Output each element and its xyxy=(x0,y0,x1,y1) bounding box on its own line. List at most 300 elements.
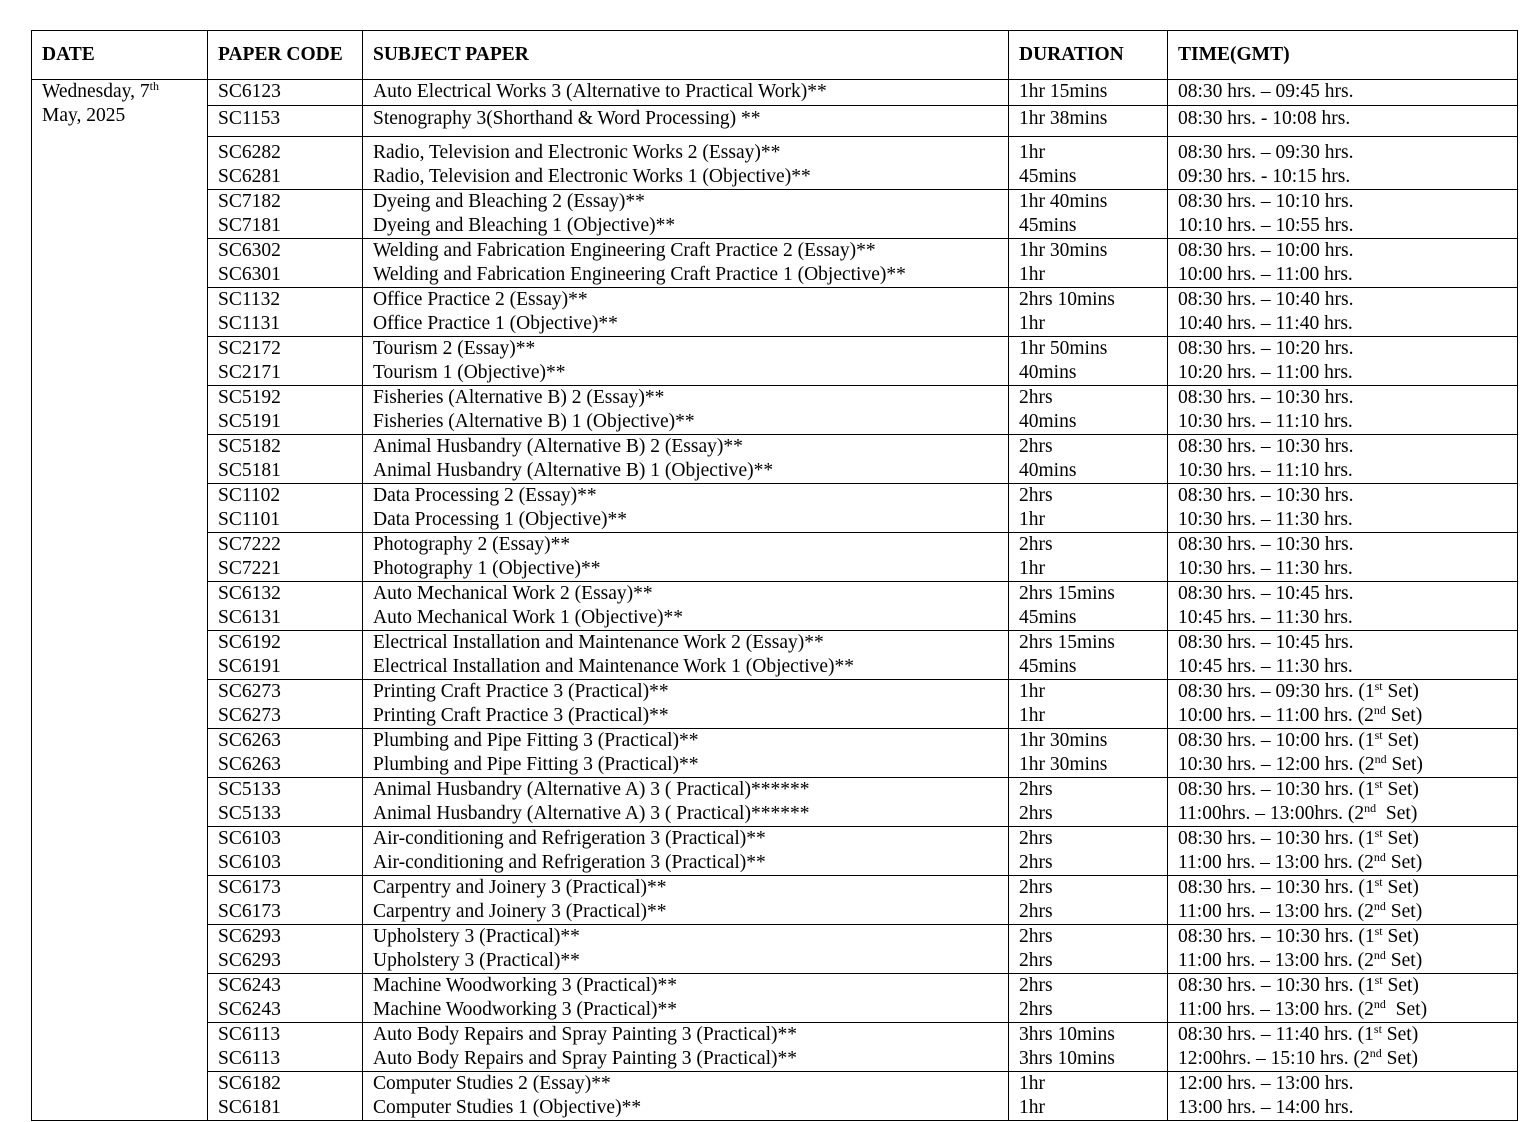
subject-paper-cell xyxy=(363,974,1009,1023)
paper-code: SC6293 xyxy=(218,950,281,971)
time-slot xyxy=(1178,337,1517,361)
table-row xyxy=(32,239,1518,288)
set-ordinal-suffix: nd xyxy=(1373,850,1386,864)
duration-cell xyxy=(1009,729,1168,778)
time-range: 12:00 hrs. – 13:00 hrs. xyxy=(1178,1073,1354,1094)
time-slot xyxy=(1178,704,1517,728)
subject-paper-cell xyxy=(363,190,1009,239)
subject-paper: Computer Studies 1 (Objective)** xyxy=(373,1097,642,1118)
time-cell xyxy=(1168,1023,1518,1072)
table-row xyxy=(32,106,1518,137)
duration: 2hrs xyxy=(1019,999,1053,1020)
time-range: 10:20 hrs. – 11:00 hrs. xyxy=(1178,362,1353,383)
time-slot xyxy=(1178,533,1517,557)
table-row xyxy=(32,1023,1518,1072)
set-ordinal-suffix: st xyxy=(1374,777,1383,791)
subject-paper: Welding and Fabrication Engineering Craft Practice 2 (Essay)** xyxy=(373,240,876,261)
paper-code-cell xyxy=(208,106,363,137)
duration: 1hr xyxy=(1019,142,1045,163)
time-slot xyxy=(1178,214,1517,238)
paper-code-cell xyxy=(208,631,363,680)
paper-code: SC6302 xyxy=(218,240,281,261)
time-slot xyxy=(1178,410,1517,434)
paper-code-cell xyxy=(208,239,363,288)
subject-paper-cell xyxy=(363,680,1009,729)
table-row xyxy=(32,925,1518,974)
time-range: 08:30 hrs. – 10:30 hrs. (1 xyxy=(1178,779,1375,800)
time-slot xyxy=(1178,974,1517,998)
paper-code: SC7181 xyxy=(218,215,281,236)
paper-code: SC1131 xyxy=(218,313,281,334)
set-ordinal-suffix: nd xyxy=(1373,948,1386,962)
table-row xyxy=(32,137,1518,190)
set-label: Set) xyxy=(1385,705,1423,726)
paper-code: SC1101 xyxy=(218,509,281,530)
paper-code-cell xyxy=(208,876,363,925)
set-label: Set) xyxy=(1385,999,1428,1020)
time-cell xyxy=(1168,827,1518,876)
paper-code: SC6113 xyxy=(218,1048,281,1069)
subject-paper-cell xyxy=(363,729,1009,778)
time-range: 11:00 hrs. – 13:00 hrs. (2 xyxy=(1178,901,1374,922)
time-slot xyxy=(1178,1047,1517,1071)
paper-code-cell xyxy=(208,680,363,729)
header-row xyxy=(32,31,1518,80)
header-paper-code: PAPER CODE xyxy=(208,31,363,80)
time-slot xyxy=(1178,107,1517,131)
table-row xyxy=(32,386,1518,435)
table-row xyxy=(32,435,1518,484)
duration: 1hr 38mins xyxy=(1019,108,1108,129)
time-slot xyxy=(1178,435,1517,459)
table-row xyxy=(32,337,1518,386)
time-slot xyxy=(1178,778,1517,802)
time-range: 08:30 hrs. – 09:30 hrs. (1 xyxy=(1178,681,1375,702)
subject-paper: Tourism 1 (Objective)** xyxy=(373,362,566,383)
table-row xyxy=(32,729,1518,778)
subject-paper-cell xyxy=(363,925,1009,974)
exam-timetable xyxy=(31,30,1518,1121)
time-slot xyxy=(1178,827,1517,851)
time-cell xyxy=(1168,239,1518,288)
subject-paper-cell xyxy=(363,288,1009,337)
time-slot xyxy=(1178,631,1517,655)
table-row xyxy=(32,827,1518,876)
duration: 2hrs xyxy=(1019,828,1053,849)
paper-code: SC5133 xyxy=(218,803,281,824)
table-row xyxy=(32,288,1518,337)
subject-paper: Photography 2 (Essay)** xyxy=(373,534,571,555)
set-ordinal-suffix: nd xyxy=(1369,1046,1382,1060)
paper-code-cell xyxy=(208,1072,363,1121)
table-row xyxy=(32,582,1518,631)
paper-code-cell xyxy=(208,288,363,337)
time-cell xyxy=(1168,925,1518,974)
time-slot xyxy=(1178,949,1517,973)
set-label: Set) xyxy=(1382,681,1419,702)
duration: 2hrs xyxy=(1019,779,1053,800)
time-slot xyxy=(1178,165,1517,189)
time-slot xyxy=(1178,557,1517,581)
set-ordinal-suffix: st xyxy=(1374,973,1383,987)
paper-code: SC1102 xyxy=(218,485,281,506)
duration: 2hrs 15mins xyxy=(1019,632,1115,653)
duration: 1hr xyxy=(1019,1073,1045,1094)
time-cell xyxy=(1168,729,1518,778)
paper-code: SC5192 xyxy=(218,387,281,408)
paper-code: SC6191 xyxy=(218,656,281,677)
duration-cell xyxy=(1009,137,1168,190)
set-ordinal-suffix: nd xyxy=(1373,899,1386,913)
header-time: TIME(GMT) xyxy=(1168,31,1518,80)
time-range: 08:30 hrs. – 10:00 hrs. xyxy=(1178,240,1354,261)
time-range: 09:30 hrs. - 10:15 hrs. xyxy=(1178,166,1351,187)
duration-cell xyxy=(1009,925,1168,974)
paper-code: SC6301 xyxy=(218,264,281,285)
time-slot xyxy=(1178,851,1517,875)
time-slot xyxy=(1178,925,1517,949)
date-day: Wednesday, 7 xyxy=(42,81,150,102)
time-range: 08:30 hrs. – 10:45 hrs. xyxy=(1178,583,1354,604)
paper-code-cell xyxy=(208,80,363,106)
paper-code: SC7221 xyxy=(218,558,281,579)
subject-paper: Welding and Fabrication Engineering Craft Practice 1 (Objective)** xyxy=(373,264,906,285)
time-range: 08:30 hrs. – 11:40 hrs. (1 xyxy=(1178,1024,1374,1045)
time-range: 11:00hrs. – 13:00hrs. (2 xyxy=(1178,803,1365,824)
subject-paper: Machine Woodworking 3 (Practical)** xyxy=(373,999,678,1020)
time-slot xyxy=(1178,753,1517,777)
duration: 3hrs 10mins xyxy=(1019,1048,1115,1069)
paper-code: SC6123 xyxy=(218,81,281,102)
subject-paper: Animal Husbandry (Alternative B) 2 (Essay)** xyxy=(373,436,743,457)
subject-paper: Auto Electrical Works 3 (Alternative to Practical Work)** xyxy=(373,81,827,102)
duration: 45mins xyxy=(1019,607,1077,628)
time-range: 11:00 hrs. – 13:00 hrs. (2 xyxy=(1178,852,1374,873)
paper-code: SC6132 xyxy=(218,583,281,604)
subject-paper-cell xyxy=(363,137,1009,190)
subject-paper-cell xyxy=(363,435,1009,484)
time-range: 11:00 hrs. – 13:00 hrs. (2 xyxy=(1178,999,1374,1020)
paper-code: SC7182 xyxy=(218,191,281,212)
time-range: 08:30 hrs. – 10:45 hrs. xyxy=(1178,632,1354,653)
subject-paper: Dyeing and Bleaching 2 (Essay)** xyxy=(373,191,645,212)
time-range: 08:30 hrs. – 10:10 hrs. xyxy=(1178,191,1354,212)
table-row xyxy=(32,80,1518,106)
time-slot xyxy=(1178,361,1517,385)
time-range: 08:30 hrs. – 10:30 hrs. (1 xyxy=(1178,975,1375,996)
time-range: 08:30 hrs. – 10:30 hrs. (1 xyxy=(1178,926,1375,947)
set-label: Set) xyxy=(1386,754,1423,775)
time-cell xyxy=(1168,631,1518,680)
time-slot xyxy=(1178,312,1517,336)
duration: 1hr 50mins xyxy=(1019,338,1108,359)
subject-paper: Plumbing and Pipe Fitting 3 (Practical)** xyxy=(373,754,699,775)
set-ordinal-suffix: nd xyxy=(1373,997,1386,1011)
table-row xyxy=(32,974,1518,1023)
table-row xyxy=(32,533,1518,582)
duration: 2hrs xyxy=(1019,852,1053,873)
paper-code: SC5182 xyxy=(218,436,281,457)
subject-paper: Office Practice 2 (Essay)** xyxy=(373,289,588,310)
subject-paper-cell xyxy=(363,386,1009,435)
duration: 2hrs xyxy=(1019,534,1053,555)
paper-code: SC6103 xyxy=(218,852,281,873)
subject-paper-cell xyxy=(363,337,1009,386)
subject-paper-cell xyxy=(363,1072,1009,1121)
time-slot xyxy=(1178,386,1517,410)
duration: 3hrs 10mins xyxy=(1019,1024,1115,1045)
duration: 2hrs xyxy=(1019,877,1053,898)
duration: 2hrs xyxy=(1019,485,1053,506)
duration-cell xyxy=(1009,680,1168,729)
time-range: 08:30 hrs. – 09:45 hrs. xyxy=(1178,81,1354,102)
time-range: 10:40 hrs. – 11:40 hrs. xyxy=(1178,313,1353,334)
subject-paper-cell xyxy=(363,106,1009,137)
duration: 1hr xyxy=(1019,558,1045,579)
paper-code-cell xyxy=(208,484,363,533)
paper-code-cell xyxy=(208,582,363,631)
date-day-suffix: th xyxy=(149,79,159,93)
time-cell xyxy=(1168,190,1518,239)
duration: 1hr xyxy=(1019,264,1045,285)
time-slot xyxy=(1178,239,1517,263)
time-cell xyxy=(1168,288,1518,337)
duration: 2hrs 10mins xyxy=(1019,289,1115,310)
paper-code: SC6173 xyxy=(218,877,281,898)
time-slot xyxy=(1178,141,1517,165)
set-ordinal-suffix: st xyxy=(1373,1022,1382,1036)
paper-code-cell xyxy=(208,337,363,386)
time-range: 10:45 hrs. – 11:30 hrs. xyxy=(1178,607,1353,628)
paper-code: SC6273 xyxy=(218,705,281,726)
subject-paper: Tourism 2 (Essay)** xyxy=(373,338,536,359)
paper-code-cell xyxy=(208,533,363,582)
paper-code: SC2171 xyxy=(218,362,281,383)
paper-code: SC6103 xyxy=(218,828,281,849)
time-cell xyxy=(1168,137,1518,190)
paper-code: SC6192 xyxy=(218,632,281,653)
time-cell xyxy=(1168,106,1518,137)
duration: 2hrs xyxy=(1019,803,1053,824)
duration: 40mins xyxy=(1019,460,1077,481)
time-cell xyxy=(1168,337,1518,386)
time-range: 08:30 hrs. – 10:30 hrs. xyxy=(1178,436,1354,457)
duration-cell xyxy=(1009,778,1168,827)
duration: 1hr xyxy=(1019,681,1045,702)
subject-paper: Animal Husbandry (Alternative B) 1 (Objective)** xyxy=(373,460,774,481)
time-range: 10:30 hrs. – 12:00 hrs. (2 xyxy=(1178,754,1375,775)
time-slot xyxy=(1178,1023,1517,1047)
subject-paper-cell xyxy=(363,778,1009,827)
duration-cell xyxy=(1009,484,1168,533)
paper-code: SC6293 xyxy=(218,926,281,947)
duration-cell xyxy=(1009,827,1168,876)
subject-paper: Auto Mechanical Work 1 (Objective)** xyxy=(373,607,683,628)
subject-paper-cell xyxy=(363,80,1009,106)
header-subject-paper: SUBJECT PAPER xyxy=(363,31,1009,80)
paper-code-cell xyxy=(208,386,363,435)
time-cell xyxy=(1168,974,1518,1023)
duration: 1hr xyxy=(1019,1097,1045,1118)
set-ordinal-suffix: st xyxy=(1374,875,1383,889)
time-slot xyxy=(1178,606,1517,630)
table-row xyxy=(32,190,1518,239)
time-range: 08:30 hrs. – 10:30 hrs. xyxy=(1178,485,1354,506)
time-range: 10:30 hrs. – 11:10 hrs. xyxy=(1178,460,1353,481)
time-cell xyxy=(1168,484,1518,533)
header-date: DATE xyxy=(32,31,208,80)
subject-paper: Animal Husbandry (Alternative A) 3 ( Practical)****** xyxy=(373,779,810,800)
subject-paper-cell xyxy=(363,631,1009,680)
set-label: Set) xyxy=(1381,1048,1419,1069)
paper-code-cell xyxy=(208,778,363,827)
time-range: 10:45 hrs. – 11:30 hrs. xyxy=(1178,656,1353,677)
paper-code-cell xyxy=(208,1023,363,1072)
set-label: Set) xyxy=(1385,950,1423,971)
time-slot xyxy=(1178,484,1517,508)
subject-paper: Auto Body Repairs and Spray Painting 3 (Practical)** xyxy=(373,1048,798,1069)
duration: 40mins xyxy=(1019,411,1077,432)
set-label: Set) xyxy=(1376,803,1418,824)
duration: 1hr 15mins xyxy=(1019,81,1108,102)
paper-code: SC6273 xyxy=(218,681,281,702)
duration: 45mins xyxy=(1019,656,1077,677)
table-row xyxy=(32,876,1518,925)
duration-cell xyxy=(1009,974,1168,1023)
duration-cell xyxy=(1009,106,1168,137)
paper-code: SC6282 xyxy=(218,142,281,163)
paper-code: SC1153 xyxy=(218,108,281,129)
paper-code: SC5181 xyxy=(218,460,281,481)
paper-code-cell xyxy=(208,435,363,484)
paper-code: SC5133 xyxy=(218,779,281,800)
set-label: Set) xyxy=(1385,852,1423,873)
subject-paper: Printing Craft Practice 3 (Practical)** xyxy=(373,681,669,702)
duration: 1hr 40mins xyxy=(1019,191,1108,212)
time-slot xyxy=(1178,900,1517,924)
paper-code-cell xyxy=(208,729,363,778)
subject-paper: Air-conditioning and Refrigeration 3 (Practical)** xyxy=(373,828,766,849)
set-ordinal-suffix: nd xyxy=(1374,752,1387,766)
subject-paper: Photography 1 (Objective)** xyxy=(373,558,601,579)
subject-paper-cell xyxy=(363,876,1009,925)
set-label: Set) xyxy=(1382,779,1419,800)
duration: 1hr 30mins xyxy=(1019,730,1108,751)
subject-paper: Electrical Installation and Maintenance Work 2 (Essay)** xyxy=(373,632,824,653)
duration-cell xyxy=(1009,80,1168,106)
subject-paper: Auto Mechanical Work 2 (Essay)** xyxy=(373,583,653,604)
set-ordinal-suffix: nd xyxy=(1373,703,1386,717)
time-cell xyxy=(1168,533,1518,582)
time-range: 10:00 hrs. – 11:00 hrs. (2 xyxy=(1178,705,1374,726)
subject-paper: Stenography 3(Shorthand & Word Processing) ** xyxy=(373,108,761,129)
time-cell xyxy=(1168,386,1518,435)
time-slot xyxy=(1178,190,1517,214)
duration: 1hr 30mins xyxy=(1019,240,1108,261)
duration: 2hrs xyxy=(1019,950,1053,971)
paper-code: SC6243 xyxy=(218,999,281,1020)
date-cell xyxy=(32,80,208,1121)
time-range: 11:00 hrs. – 13:00 hrs. (2 xyxy=(1178,950,1374,971)
paper-code: SC6181 xyxy=(218,1097,281,1118)
table-row xyxy=(32,778,1518,827)
duration-cell xyxy=(1009,1023,1168,1072)
duration: 45mins xyxy=(1019,166,1077,187)
time-cell xyxy=(1168,80,1518,106)
subject-paper: Fisheries (Alternative B) 2 (Essay)** xyxy=(373,387,665,408)
timetable-body xyxy=(32,80,1518,1121)
duration-cell xyxy=(1009,876,1168,925)
time-cell xyxy=(1168,680,1518,729)
subject-paper: Radio, Television and Electronic Works 1 (Objective)** xyxy=(373,166,811,187)
subject-paper: Data Processing 2 (Essay)** xyxy=(373,485,597,506)
set-label: Set) xyxy=(1381,1024,1419,1045)
time-cell xyxy=(1168,582,1518,631)
paper-code: SC6243 xyxy=(218,975,281,996)
time-slot xyxy=(1178,680,1517,704)
subject-paper: Dyeing and Bleaching 1 (Objective)** xyxy=(373,215,676,236)
time-slot xyxy=(1178,288,1517,312)
subject-paper-cell xyxy=(363,239,1009,288)
time-range: 08:30 hrs. – 10:20 hrs. xyxy=(1178,338,1354,359)
duration: 2hrs xyxy=(1019,975,1053,996)
set-label: Set) xyxy=(1385,901,1423,922)
subject-paper-cell xyxy=(363,484,1009,533)
subject-paper: Electrical Installation and Maintenance Work 1 (Objective)** xyxy=(373,656,855,677)
time-range: 10:00 hrs. – 11:00 hrs. xyxy=(1178,264,1353,285)
duration-cell xyxy=(1009,1072,1168,1121)
paper-code-cell xyxy=(208,137,363,190)
subject-paper-cell xyxy=(363,533,1009,582)
duration-cell xyxy=(1009,288,1168,337)
subject-paper: Air-conditioning and Refrigeration 3 (Practical)** xyxy=(373,852,766,873)
paper-code: SC5191 xyxy=(218,411,281,432)
time-cell xyxy=(1168,1072,1518,1121)
subject-paper: Fisheries (Alternative B) 1 (Objective)** xyxy=(373,411,695,432)
paper-code: SC6263 xyxy=(218,754,281,775)
set-ordinal-suffix: st xyxy=(1374,826,1383,840)
paper-code-cell xyxy=(208,827,363,876)
date-month-year: May, 2025 xyxy=(42,105,126,126)
subject-paper: Carpentry and Joinery 3 (Practical)** xyxy=(373,901,667,922)
time-range: 08:30 hrs. – 10:40 hrs. xyxy=(1178,289,1354,310)
duration-cell xyxy=(1009,582,1168,631)
table-row xyxy=(32,680,1518,729)
set-label: Set) xyxy=(1382,730,1419,751)
paper-code: SC6182 xyxy=(218,1073,281,1094)
subject-paper: Radio, Television and Electronic Works 2 (Essay)** xyxy=(373,142,781,163)
duration-cell xyxy=(1009,631,1168,680)
duration: 2hrs xyxy=(1019,436,1053,457)
time-range: 12:00hrs. – 15:10 hrs. (2 xyxy=(1178,1048,1370,1069)
subject-paper: Data Processing 1 (Objective)** xyxy=(373,509,627,530)
duration-cell xyxy=(1009,386,1168,435)
time-range: 10:30 hrs. – 11:30 hrs. xyxy=(1178,509,1353,530)
header-duration: DURATION xyxy=(1009,31,1168,80)
time-slot xyxy=(1178,459,1517,483)
paper-code: SC6173 xyxy=(218,901,281,922)
time-slot xyxy=(1178,263,1517,287)
time-range: 08:30 hrs. – 10:30 hrs. xyxy=(1178,387,1354,408)
paper-code-cell xyxy=(208,190,363,239)
duration-cell xyxy=(1009,533,1168,582)
time-range: 10:30 hrs. – 11:30 hrs. xyxy=(1178,558,1353,579)
table-row xyxy=(32,1072,1518,1121)
subject-paper: Carpentry and Joinery 3 (Practical)** xyxy=(373,877,667,898)
time-slot xyxy=(1178,655,1517,679)
duration: 2hrs 15mins xyxy=(1019,583,1115,604)
duration-cell xyxy=(1009,337,1168,386)
